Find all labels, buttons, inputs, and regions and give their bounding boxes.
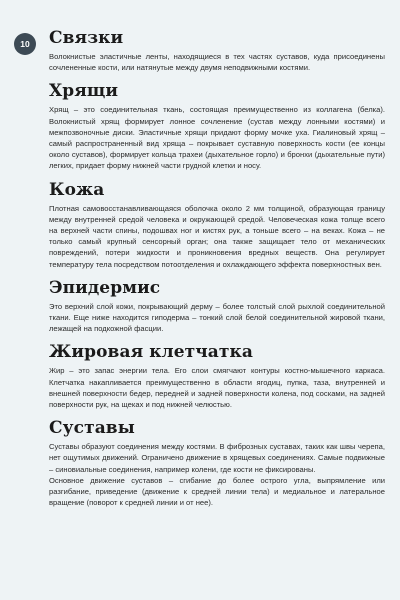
section-paragraph: Основное движение суставов – сгибание до более острого угла, выпрямление или разгибание, приведение (движение к средней линии тела) и медиальное и латеральное вращение (поворот к средней линии и от нее). [49,475,385,508]
section-title: Суставы [49,418,135,439]
section-paragraph: Суставы образуют соединения между костями. В фиброзных суставах, таких как швы черепа, нет ощутимых движений. Ограничено движение в хрящевых соединениях. Самые подвижные – синовиальные соединения, например колени, где кости не фиксированы. [49,442,385,474]
page-number-badge: 10 [14,33,36,55]
section-paragraph: Жир – это запас энергии тела. Его слои смягчают контуры костно-мышечного каркаса. Клетчатка накапливается преимущественно в области ягодиц, пупка, таза, внутренней и внешней поверхности бедер, передней и задней поверхности колена, под сосками, на задней поверхности рук, на щеках и под нижней челюстью. [49,366,385,410]
section-title: Кожа [49,179,105,200]
section-paragraph: Это верхний слой кожи, покрывающий дерму – более толстый слой рыхлой соединительной ткани. Еще ниже находится гиподерма – тонкий слой белой соединительной жировой ткани, лежащей на подкожной фасции. [49,301,385,334]
section-epidermis [49,278,385,335]
section-paragraph: Хрящ – это соединительная ткань, состоящая преимущественно из коллагена (белка). Волокнистый хрящ формирует лонное сочленение (сустав между лонными костями) и межпозвоночные диски. Эластичные хрящи придают форму мочке уха. Гиалиновый хрящ – самый распространенный вид хряща – покрывает суставную поверхность кости (ее концы около суставов), формирует кольца трахеи (дыхательное горло) и бронхи (дыхательные пути) легких, придает форму нижней части грудной клетки и носу. [49,105,385,171]
section-ligaments [49,28,385,73]
section-cartilage [49,81,385,171]
section-title: Эпидермис [49,277,161,298]
section-joints [49,418,385,508]
section-paragraph: Волокнистые эластичные ленты, находящиеся в тех частях суставов, куда присоединены сочлененные кости, или натянутые между двумя неподвижными костями. [49,52,385,73]
page-content [49,28,385,516]
section-skin [49,180,385,270]
section-fat-tissue [49,342,385,410]
section-title: Связки [49,28,124,48]
section-title: Хрящи [49,81,119,102]
section-paragraph: Плотная самовосстанавливающаяся оболочка около 2 мм толщиной, образующая границу между внутренней средой человека и окружающей средой. Человеческая кожа толще всего на верхней части спины, подошвах ног и кистях рук, а тоньше всего – на веках. Кожа – не только самый крупный сенсорный орган; она также защищает тело от механических повреждений, потери жидкости и проникновения вредных веществ. Она регулирует температуру тела посредством потоотделения и охлаждающего эффекта поверхностных вен. [49,203,385,269]
section-title: Жировая клетчатка [49,342,254,363]
